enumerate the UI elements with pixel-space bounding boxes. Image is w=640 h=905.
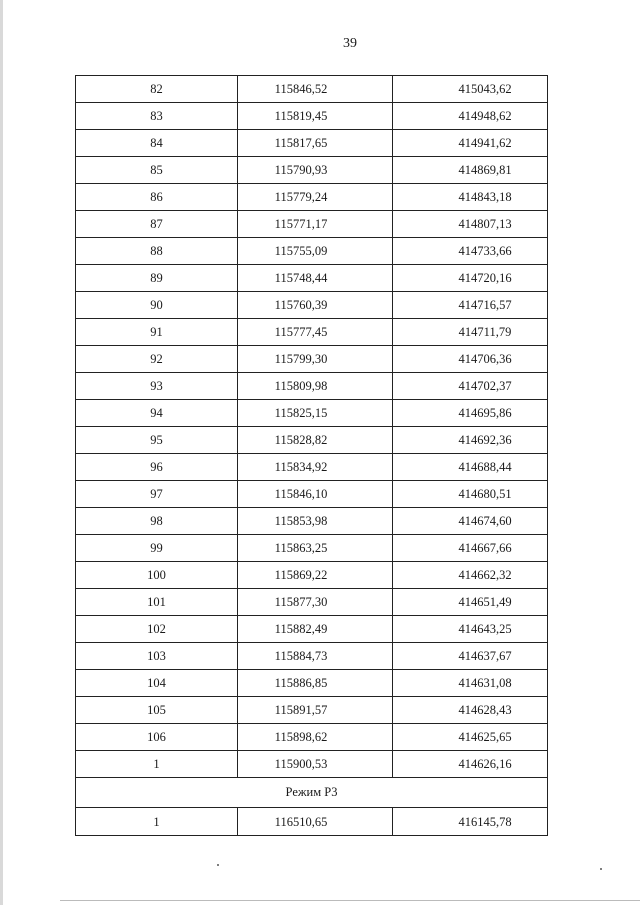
point-number-cell: 1 (76, 751, 238, 778)
coordinate-y-cell: 414807,13 (393, 211, 548, 238)
table-row (76, 454, 548, 481)
section-title: Режим Р3 (76, 778, 548, 808)
point-number-cell: 100 (76, 562, 238, 589)
table-row (76, 265, 548, 292)
coordinate-x-cell: 115886,85 (238, 670, 393, 697)
scan-speck (600, 868, 602, 870)
point-number-cell: 105 (76, 697, 238, 724)
coordinate-y-cell: 414733,66 (393, 238, 548, 265)
point-number-cell: 94 (76, 400, 238, 427)
coordinate-y-cell: 414688,44 (393, 454, 548, 481)
coordinate-y-cell: 414625,65 (393, 724, 548, 751)
coordinate-y-cell: 414692,36 (393, 427, 548, 454)
coordinate-x-cell: 115898,62 (238, 724, 393, 751)
coordinate-y-cell: 414695,86 (393, 400, 548, 427)
section-header-row (76, 778, 548, 808)
point-number-cell: 106 (76, 724, 238, 751)
table-row (76, 184, 548, 211)
coordinate-y-cell: 414706,36 (393, 346, 548, 373)
coordinate-y-cell: 414711,79 (393, 319, 548, 346)
point-number-cell: 91 (76, 319, 238, 346)
coordinate-x-cell: 115882,49 (238, 616, 393, 643)
coordinate-y-cell: 415043,62 (393, 76, 548, 103)
coordinate-x-cell: 115834,92 (238, 454, 393, 481)
table-row (76, 76, 548, 103)
table-row (76, 589, 548, 616)
table-row (76, 157, 548, 184)
table-row (76, 130, 548, 157)
point-number-cell: 1 (76, 808, 238, 836)
coordinate-x-cell: 116510,65 (238, 808, 393, 836)
table-row (76, 400, 548, 427)
coordinate-y-cell: 414631,08 (393, 670, 548, 697)
coordinate-x-cell: 115891,57 (238, 697, 393, 724)
coordinate-y-cell: 414948,62 (393, 103, 548, 130)
point-number-cell: 88 (76, 238, 238, 265)
point-number-cell: 103 (76, 643, 238, 670)
coordinate-x-cell: 115760,39 (238, 292, 393, 319)
coordinate-y-cell: 414651,49 (393, 589, 548, 616)
coordinate-x-cell: 115900,53 (238, 751, 393, 778)
point-number-cell: 97 (76, 481, 238, 508)
table-row (76, 373, 548, 400)
point-number-cell: 83 (76, 103, 238, 130)
table-row (76, 238, 548, 265)
coordinate-x-cell: 115884,73 (238, 643, 393, 670)
table-row (76, 808, 548, 836)
point-number-cell: 90 (76, 292, 238, 319)
table-row (76, 346, 548, 373)
coordinate-y-cell: 414674,60 (393, 508, 548, 535)
coordinate-x-cell: 115817,65 (238, 130, 393, 157)
table-row (76, 562, 548, 589)
table-row (76, 697, 548, 724)
coordinate-x-cell: 115790,93 (238, 157, 393, 184)
point-number-cell: 102 (76, 616, 238, 643)
scan-edge (0, 0, 3, 905)
coordinate-x-cell: 115846,10 (238, 481, 393, 508)
table-row (76, 643, 548, 670)
point-number-cell: 89 (76, 265, 238, 292)
point-number-cell: 85 (76, 157, 238, 184)
coordinates-table (75, 75, 548, 836)
table-row (76, 535, 548, 562)
coordinate-y-cell: 414643,25 (393, 616, 548, 643)
coordinate-x-cell: 115771,17 (238, 211, 393, 238)
point-number-cell: 82 (76, 76, 238, 103)
scan-bottom-edge (60, 900, 640, 901)
coordinate-x-cell: 115748,44 (238, 265, 393, 292)
coordinate-x-cell: 115828,82 (238, 427, 393, 454)
coordinate-x-cell: 115825,15 (238, 400, 393, 427)
coordinate-y-cell: 414662,32 (393, 562, 548, 589)
coordinate-y-cell: 414843,18 (393, 184, 548, 211)
coordinate-y-cell: 414702,37 (393, 373, 548, 400)
table-row (76, 616, 548, 643)
coordinate-x-cell: 115809,98 (238, 373, 393, 400)
coordinates-table-body (76, 76, 548, 836)
coordinate-y-cell: 414626,16 (393, 751, 548, 778)
table-row (76, 670, 548, 697)
table-row (76, 103, 548, 130)
coordinate-y-cell: 414637,67 (393, 643, 548, 670)
point-number-cell: 95 (76, 427, 238, 454)
coordinate-x-cell: 115863,25 (238, 535, 393, 562)
coordinate-y-cell: 414716,57 (393, 292, 548, 319)
point-number-cell: 99 (76, 535, 238, 562)
scan-speck (217, 864, 219, 866)
coordinate-x-cell: 115869,22 (238, 562, 393, 589)
point-number-cell: 96 (76, 454, 238, 481)
coordinate-y-cell: 414941,62 (393, 130, 548, 157)
page-number: 39 (343, 36, 357, 51)
coordinate-y-cell: 414869,81 (393, 157, 548, 184)
table-row (76, 292, 548, 319)
coordinate-x-cell: 115799,30 (238, 346, 393, 373)
coordinate-x-cell: 115877,30 (238, 589, 393, 616)
table-row (76, 319, 548, 346)
point-number-cell: 87 (76, 211, 238, 238)
table-row (76, 508, 548, 535)
coordinate-y-cell: 414667,66 (393, 535, 548, 562)
coordinate-y-cell: 414720,16 (393, 265, 548, 292)
coordinate-x-cell: 115777,45 (238, 319, 393, 346)
table-row (76, 481, 548, 508)
coordinate-y-cell: 414680,51 (393, 481, 548, 508)
coordinate-x-cell: 115853,98 (238, 508, 393, 535)
table-row (76, 427, 548, 454)
coordinate-y-cell: 414628,43 (393, 697, 548, 724)
coordinate-y-cell: 416145,78 (393, 808, 548, 836)
table-row (76, 724, 548, 751)
coordinate-x-cell: 115779,24 (238, 184, 393, 211)
point-number-cell: 93 (76, 373, 238, 400)
coordinate-x-cell: 115755,09 (238, 238, 393, 265)
point-number-cell: 104 (76, 670, 238, 697)
coordinate-x-cell: 115846,52 (238, 76, 393, 103)
point-number-cell: 86 (76, 184, 238, 211)
table-row (76, 211, 548, 238)
table-row (76, 751, 548, 778)
point-number-cell: 92 (76, 346, 238, 373)
point-number-cell: 84 (76, 130, 238, 157)
point-number-cell: 98 (76, 508, 238, 535)
point-number-cell: 101 (76, 589, 238, 616)
coordinate-x-cell: 115819,45 (238, 103, 393, 130)
